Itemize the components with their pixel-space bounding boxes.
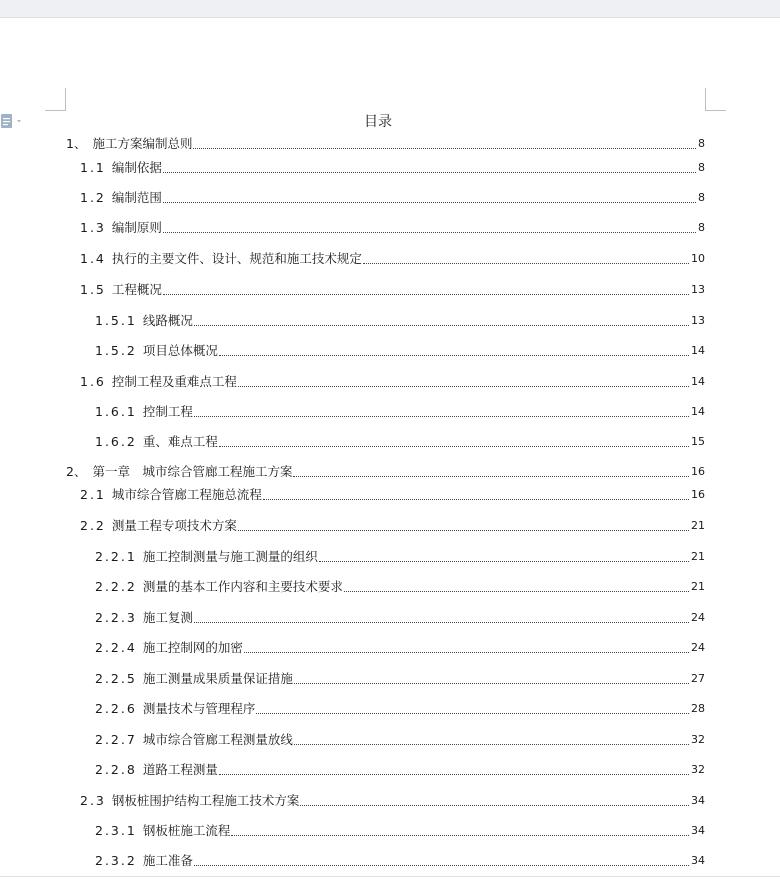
toc-entry[interactable] — [95, 609, 705, 627]
toc-entry-number: 2.3.2 — [95, 853, 137, 868]
toc-entry-number: 2.3.1 — [95, 823, 137, 838]
toc-entry-number: 2.2.5 — [95, 671, 137, 686]
toc-entry-page: 13 — [691, 314, 705, 327]
toc-entry-title: 施工方案编制总则 — [92, 136, 193, 151]
toc-entry[interactable] — [95, 761, 705, 779]
toc-entry-page: 21 — [691, 550, 705, 563]
toc-entry-page: 32 — [691, 733, 705, 746]
toc-entry-number: 2.2.1 — [95, 549, 137, 564]
toc-entry-title: 控制工程 — [142, 404, 193, 419]
toc-entry[interactable] — [80, 792, 705, 810]
toc-entry-number: 2.2.6 — [95, 701, 137, 716]
toc-entry-page: 15 — [691, 435, 705, 448]
toc-entry[interactable] — [80, 159, 705, 177]
toc-leader-dots — [300, 805, 689, 806]
toc-entry-title: 施工复测 — [142, 610, 193, 625]
toc-entry-page: 16 — [691, 465, 705, 478]
toc-entry-title: 编制范围 — [111, 190, 162, 205]
toc-entry-number: 1.1 — [80, 160, 106, 175]
toc-entry-page: 8 — [698, 191, 705, 204]
toc-entry-page: 24 — [691, 611, 705, 624]
toc-entry-page: 14 — [691, 344, 705, 357]
toc-entry-page: 21 — [691, 519, 705, 532]
toc-entry-title: 重、难点工程 — [142, 434, 218, 449]
toc-leader-dots — [256, 713, 689, 714]
toc-leader-dots — [194, 865, 689, 866]
toc-entry-title: 项目总体概况 — [142, 343, 218, 358]
toc-leader-dots — [294, 744, 689, 745]
toc-entry[interactable] — [95, 822, 705, 840]
toc-entry-page: 32 — [691, 763, 705, 776]
toc-entry-page: 21 — [691, 580, 705, 593]
toc-entry-number: 1.5.2 — [95, 343, 137, 358]
toc-leader-dots — [163, 232, 696, 233]
toc-entry-page: 27 — [691, 672, 705, 685]
toc-entry[interactable] — [95, 403, 705, 421]
toc-leader-dots — [193, 148, 696, 149]
toc-entry-number: 1.2 — [80, 190, 106, 205]
toc-leader-dots — [219, 355, 689, 356]
toc-entry[interactable] — [80, 250, 705, 268]
toc-leader-dots — [294, 683, 689, 684]
page-bottom-edge — [0, 876, 780, 877]
toc-entry-title: 施工控制网的加密 — [142, 640, 243, 655]
toc-entry-number: 2.2 — [80, 518, 106, 533]
toc-entry-page: 16 — [691, 488, 705, 501]
toc-entry-title: 施工控制测量与施工测量的组织 — [142, 549, 318, 564]
toc-entry-title: 城市综合管廊工程测量放线 — [142, 732, 293, 747]
toc-entry-number: 1.5.1 — [95, 313, 137, 328]
toc-entry-number: 1.3 — [80, 220, 106, 235]
toc-entry-page: 34 — [691, 854, 705, 867]
toc-entry-number: 2.2.8 — [95, 762, 137, 777]
toc-leader-dots — [238, 530, 689, 531]
toc-entry[interactable] — [95, 670, 705, 688]
toc-entry[interactable] — [95, 433, 705, 451]
toc-entry-page: 14 — [691, 375, 705, 388]
toc-entry-title: 执行的主要文件、设计、规范和施工技术规定 — [111, 251, 362, 266]
toc-entry-title: 第一章 城市综合管廊工程施工方案 — [92, 464, 293, 479]
toc-entry[interactable] — [95, 639, 705, 657]
toc-leader-dots — [163, 202, 696, 203]
toc-entry-page: 8 — [698, 221, 705, 234]
window-top-strip — [0, 0, 780, 18]
toc-entry-number: 1、 — [66, 136, 87, 151]
toc-entry-title: 道路工程测量 — [142, 762, 218, 777]
toc-entry-number: 2.2.4 — [95, 640, 137, 655]
toc-entry-page: 24 — [691, 641, 705, 654]
toc-leader-dots — [319, 561, 689, 562]
toc-entry-title: 线路概况 — [142, 313, 193, 328]
toc-leader-dots — [263, 499, 689, 500]
toc-entry-number: 1.6.1 — [95, 404, 137, 419]
toc-leader-dots — [163, 172, 696, 173]
toc-entry-page: 10 — [691, 252, 705, 265]
toc-entry-title: 钢板桩围护结构工程施工技术方案 — [111, 793, 300, 808]
toc-entry-title: 施工测量成果质量保证措施 — [142, 671, 293, 686]
toc-entry[interactable] — [66, 135, 705, 153]
toc-entry-number: 2.1 — [80, 487, 106, 502]
toc-entry[interactable] — [80, 373, 705, 391]
toc-entry[interactable] — [80, 517, 705, 535]
page-corner-mark-right — [705, 88, 726, 111]
toc-entry-title: 编制原则 — [111, 220, 162, 235]
toc-entry[interactable] — [95, 578, 705, 596]
toc-entry-number: 2、 — [66, 464, 87, 479]
toc-entry-page: 8 — [698, 137, 705, 150]
toc-entry[interactable] — [95, 731, 705, 749]
toc-leader-dots — [219, 446, 689, 447]
toc-entry[interactable] — [80, 219, 705, 237]
toc-entry-title: 工程概况 — [111, 282, 162, 297]
toc-entry-number: 2.2.7 — [95, 732, 137, 747]
toc-entry-title: 测量的基本工作内容和主要技术要求 — [142, 579, 343, 594]
toc-leader-dots — [344, 591, 689, 592]
toc-entry[interactable] — [80, 486, 705, 504]
toc-entry-title: 钢板桩施工流程 — [142, 823, 231, 838]
toc-leader-dots — [244, 652, 689, 653]
toc-entry-page: 13 — [691, 283, 705, 296]
toc-entry-page: 8 — [698, 161, 705, 174]
toc-leader-dots — [293, 476, 689, 477]
toc-entry-number: 2.2.3 — [95, 610, 137, 625]
toc-entry[interactable] — [95, 548, 705, 566]
toc-leader-dots — [194, 622, 689, 623]
toc-entry-title: 测量技术与管理程序 — [142, 701, 256, 716]
toc-entry-number: 2.2.2 — [95, 579, 137, 594]
toc-leader-dots — [231, 835, 689, 836]
toc-leader-dots — [163, 294, 689, 295]
toc-entry[interactable] — [95, 342, 705, 360]
toc-entry[interactable] — [66, 463, 705, 481]
toc-entry-number: 2.3 — [80, 793, 106, 808]
toc-entry[interactable] — [95, 312, 705, 330]
toc-entry-page: 28 — [691, 702, 705, 715]
toc-leader-dots — [194, 416, 689, 417]
toc-title: 目录 — [364, 114, 392, 130]
toc-entry[interactable] — [80, 281, 705, 299]
page-corner-mark-left — [45, 88, 66, 111]
toc-entry-title: 测量工程专项技术方案 — [111, 518, 237, 533]
toc-entry-number: 1.6 — [80, 374, 106, 389]
toc-entry-title: 城市综合管廊工程施总流程 — [111, 487, 262, 502]
toc-entry-number: 1.4 — [80, 251, 106, 266]
toc-entry-page: 34 — [691, 824, 705, 837]
toc-entry-title: 编制依据 — [111, 160, 162, 175]
toc-entry-page: 14 — [691, 405, 705, 418]
toc-leader-dots — [194, 325, 689, 326]
toc-entry-number: 1.5 — [80, 282, 106, 297]
toc-entry-title: 控制工程及重难点工程 — [111, 374, 237, 389]
toc-entry[interactable] — [95, 852, 705, 870]
toc-entry-number: 1.6.2 — [95, 434, 137, 449]
toc-entry[interactable] — [80, 189, 705, 207]
toc-leader-dots — [363, 263, 689, 264]
toc-entry-page: 34 — [691, 794, 705, 807]
toc-entry[interactable] — [95, 700, 705, 718]
toc-leader-dots — [238, 386, 689, 387]
toc-leader-dots — [219, 774, 689, 775]
toc-entry-title: 施工准备 — [142, 853, 193, 868]
